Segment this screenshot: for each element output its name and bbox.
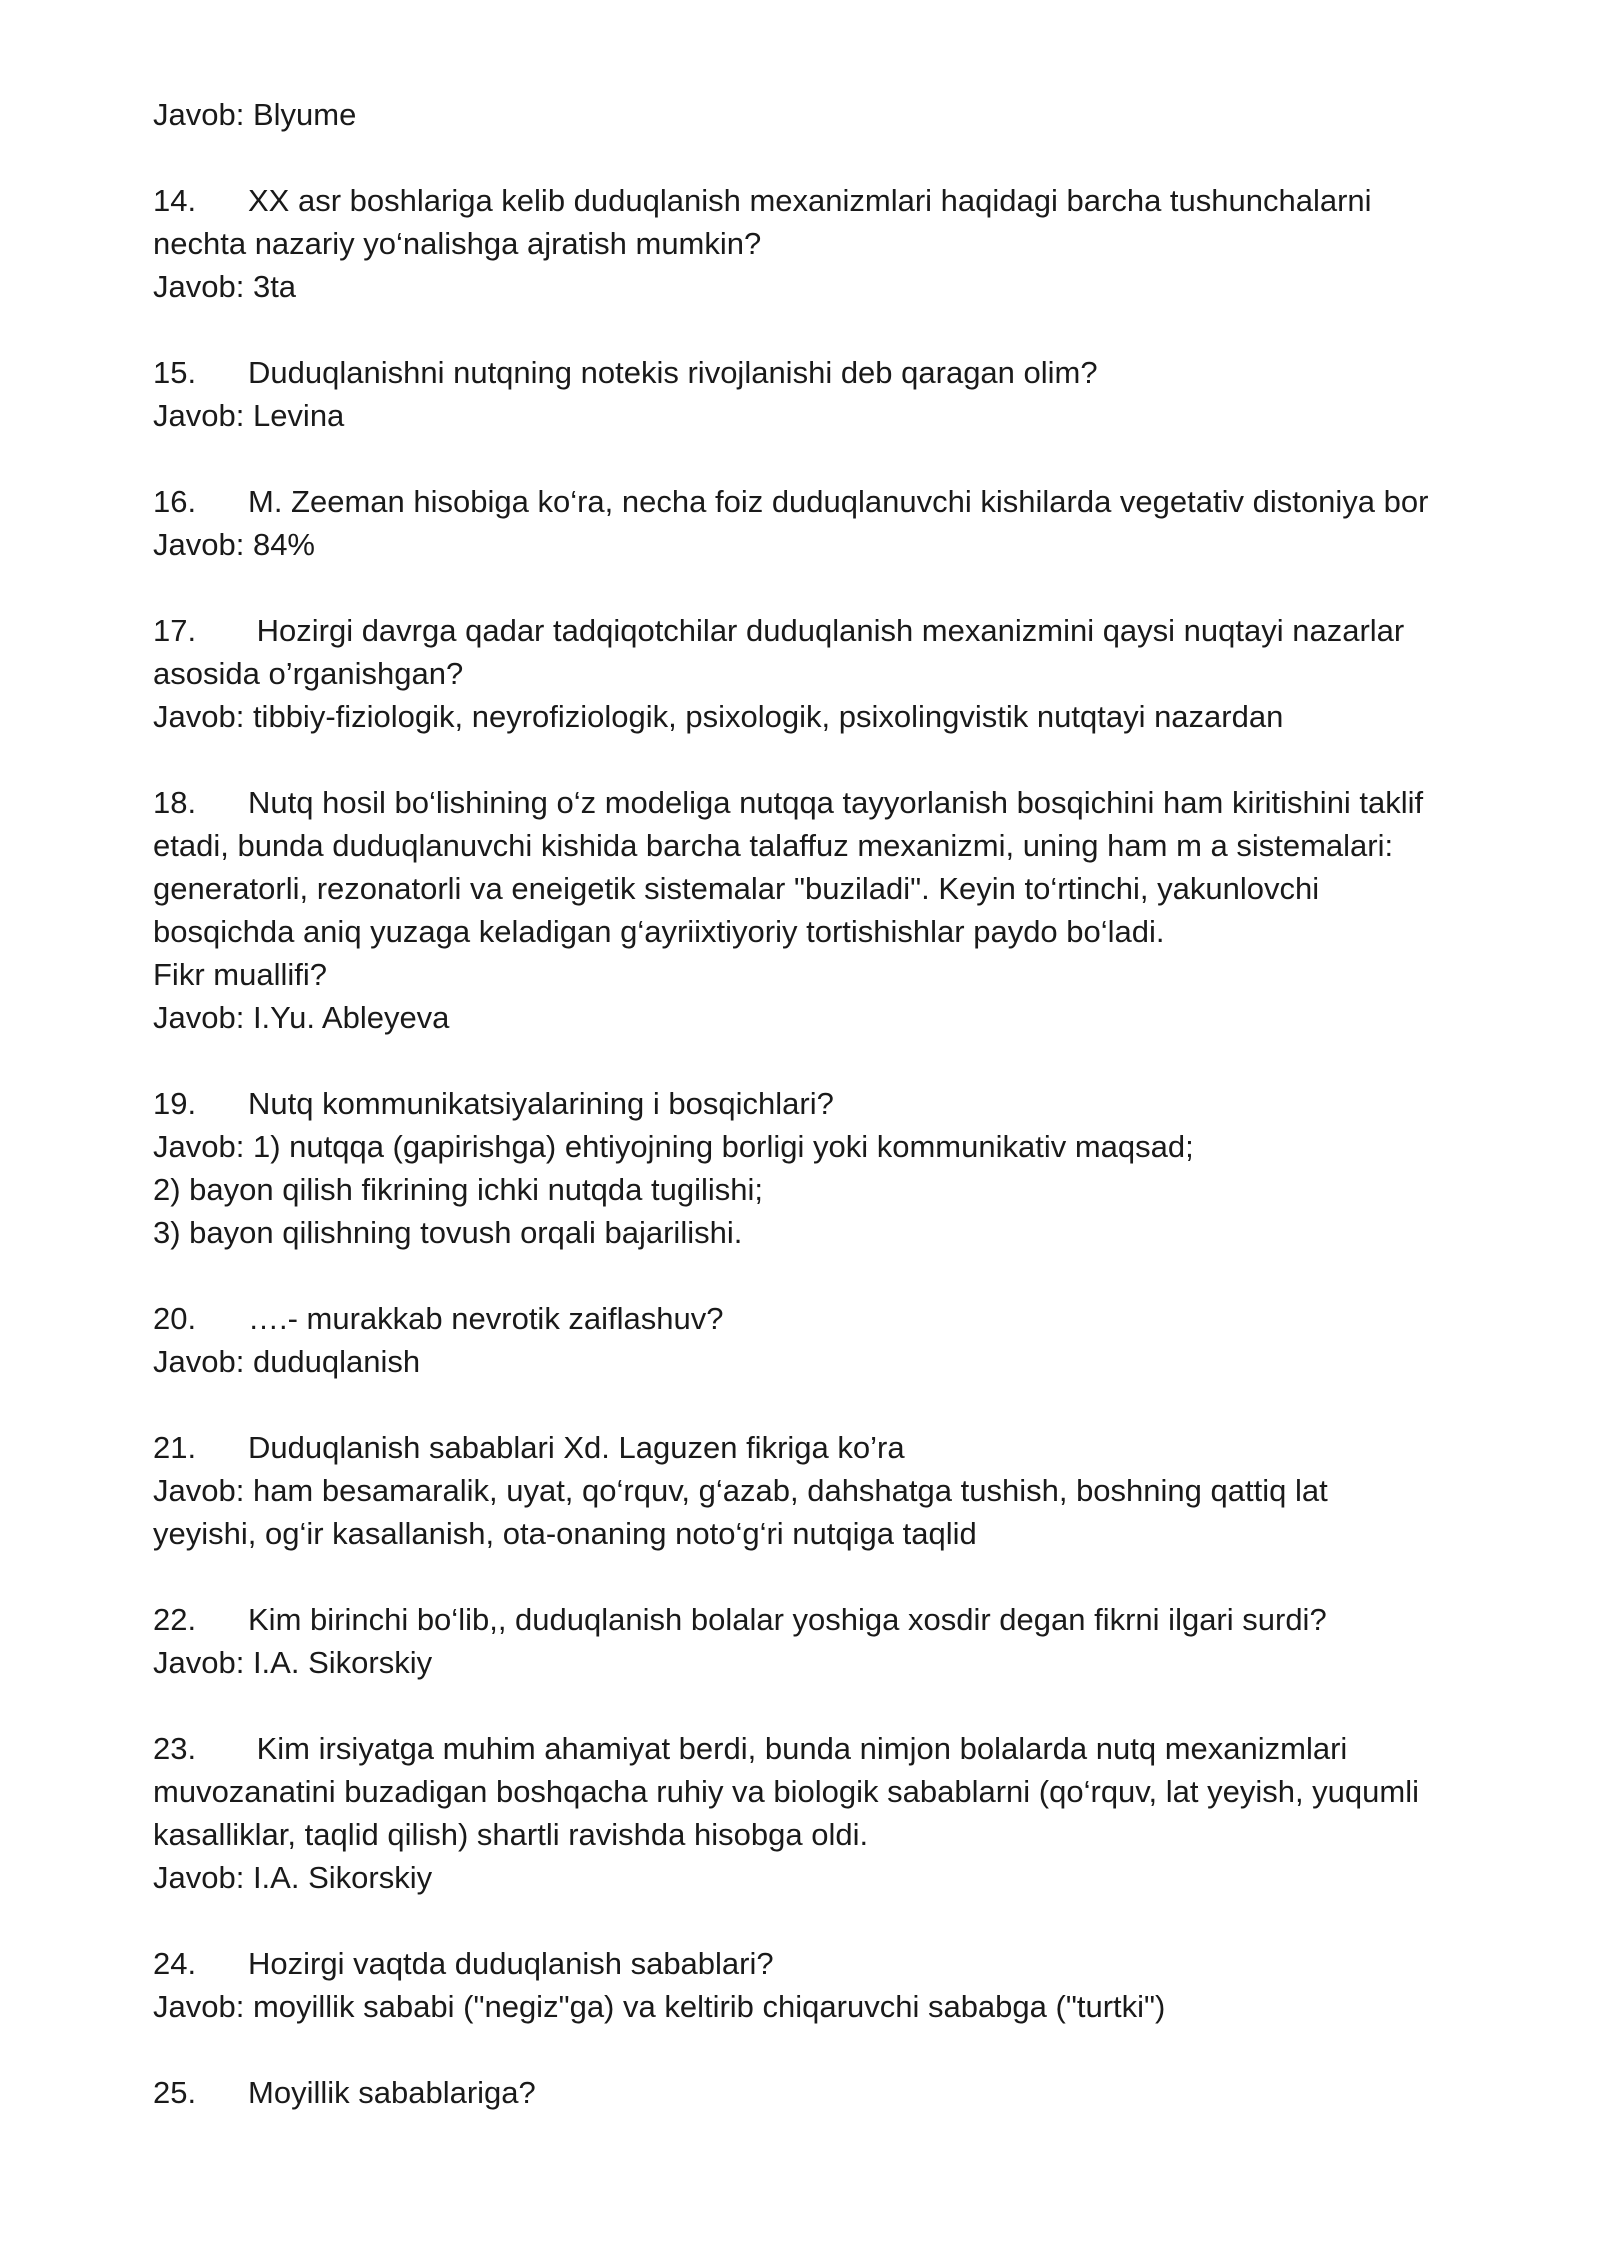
- answer-line: Javob: 84%: [153, 527, 315, 562]
- question-line-first: [153, 781, 1493, 824]
- answer-line: 3) bayon qilishning tovush orqali bajarilishi.: [153, 1215, 743, 1250]
- question-line: Fikr muallifi?: [153, 957, 327, 992]
- answer-line: Javob: 1) nutqqa (gapirishga) ehtiyojning borligi yoki kommunikativ maqsad;: [153, 1129, 1194, 1164]
- question-block: [153, 1082, 1493, 1254]
- question-text: Kim birinchi bo‘lib,, duduqlanish bolalar yoshiga xosdir degan fikrni ilgari surdi?: [248, 1602, 1327, 1637]
- question-line-first: [153, 1426, 1493, 1469]
- question-number: 25.: [153, 2075, 197, 2110]
- question-line-first: [153, 1942, 1493, 1985]
- question-block: [153, 1727, 1493, 1899]
- question-text: Kim irsiyatga muhim ahamiyat berdi, bunda nimjon bolalarda nutq mexanizmlari: [248, 1731, 1348, 1766]
- question-line-first: [153, 609, 1493, 652]
- answer-line: Javob: tibbiy-fiziologik, neyrofiziologik, psixologik, psixolingvistik nutqtayi nazardan: [153, 699, 1284, 734]
- question-line: etadi, bunda duduqlanuvchi kishida barcha talaffuz mexanizmi, uning ham m a sistemalari:: [153, 828, 1394, 863]
- question-block: [153, 1297, 1493, 1383]
- question-text: Nutq kommunikatsiyalarining i bosqichlari?: [248, 1086, 834, 1121]
- answer-line: 2) bayon qilish fikrining ichki nutqda tugilishi;: [153, 1172, 763, 1207]
- answer-line: Javob: I.A. Sikorskiy: [153, 1860, 433, 1895]
- question-number: 23.: [153, 1731, 197, 1766]
- question-line: generatorli, rezonatorli va eneigetik sistemalar "buziladi". Keyin to‘rtinchi, yakunlovchi: [153, 871, 1320, 906]
- question-line-first: [153, 1082, 1493, 1125]
- question-block: [153, 2071, 1493, 2114]
- question-text: Moyillik sabablariga?: [248, 2075, 536, 2110]
- document-body: [153, 93, 1493, 2157]
- question-block: [153, 179, 1493, 308]
- question-number: 16.: [153, 484, 197, 519]
- question-line-first: [153, 1727, 1493, 1770]
- question-block: [153, 480, 1493, 566]
- question-number: 19.: [153, 1086, 197, 1121]
- question-number: 15.: [153, 355, 197, 390]
- question-line: asosida o’rganishgan?: [153, 656, 464, 691]
- question-block: [153, 1426, 1493, 1555]
- question-block: [153, 781, 1493, 1039]
- answer-line: Javob: moyillik sababi ("negiz"ga) va keltirib chiqaruvchi sababga ("turtki"): [153, 1989, 1166, 2024]
- question-text: Nutq hosil bo‘lishining o‘z modeliga nutqqa tayyorlanish bosqichini ham kiritishini taklif: [248, 785, 1424, 820]
- question-line-first: [153, 1598, 1493, 1641]
- question-text: XX asr boshlariga kelib duduqlanish mexanizmlari haqidagi barcha tushunchalarni: [248, 183, 1372, 218]
- question-text: Duduqlanish sabablari Xd. Laguzen fikriga ko’ra: [248, 1430, 905, 1465]
- question-number: 21.: [153, 1430, 197, 1465]
- question-block: [153, 1598, 1493, 1684]
- answer-line: Javob: Levina: [153, 398, 345, 433]
- answer-line: Javob: Blyume: [153, 97, 357, 132]
- question-block: [153, 609, 1493, 738]
- answer-block: [153, 93, 1493, 136]
- question-block: [153, 351, 1493, 437]
- answer-line: Javob: I.Yu. Ableyeva: [153, 1000, 450, 1035]
- question-line: kasalliklar, taqlid qilish) shartli ravishda hisobga oldi.: [153, 1817, 869, 1852]
- question-line: muvozanatini buzadigan boshqacha ruhiy va biologik sabablarni (qo‘rquv, lat yeyish, yuqumli: [153, 1774, 1419, 1809]
- question-number: 20.: [153, 1301, 197, 1336]
- question-text: Hozirgi davrga qadar tadqiqotchilar duduqlanish mexanizmini qaysi nuqtayi nazarlar: [248, 613, 1405, 648]
- question-text: Duduqlanishni nutqning notekis rivojlanishi deb qaragan olim?: [248, 355, 1098, 390]
- question-line-first: [153, 480, 1493, 523]
- question-line-first: [153, 2071, 1493, 2114]
- question-block: [153, 1942, 1493, 2028]
- question-number: 22.: [153, 1602, 197, 1637]
- question-line-first: [153, 351, 1493, 394]
- answer-line: Javob: I.A. Sikorskiy: [153, 1645, 433, 1680]
- question-text: Hozirgi vaqtda duduqlanish sabablari?: [248, 1946, 774, 1981]
- question-number: 24.: [153, 1946, 197, 1981]
- question-number: 17.: [153, 613, 197, 648]
- question-line: bosqichda aniq yuzaga keladigan g‘ayriixtiyoriy tortishishlar paydo bo‘ladi.: [153, 914, 1165, 949]
- answer-line: Javob: duduqlanish: [153, 1344, 421, 1379]
- answer-line: Javob: ham besamaralik, uyat, qo‘rquv, g‘azab, dahshatga tushish, boshning qattiq lat: [153, 1473, 1328, 1508]
- answer-line: yeyishi, og‘ir kasallanish, ota-onaning noto‘g‘ri nutqiga taqlid: [153, 1516, 977, 1551]
- question-line-first: [153, 179, 1493, 222]
- question-line-first: [153, 1297, 1493, 1340]
- question-number: 14.: [153, 183, 197, 218]
- answer-line: Javob: 3ta: [153, 269, 297, 304]
- question-text: M. Zeeman hisobiga ko‘ra, necha foiz duduqlanuvchi kishilarda vegetativ distoniya bor: [248, 484, 1429, 519]
- question-text: ….- murakkab nevrotik zaiflashuv?: [248, 1301, 724, 1336]
- question-number: 18.: [153, 785, 197, 820]
- question-line: nechta nazariy yo‘nalishga ajratish mumkin?: [153, 226, 762, 261]
